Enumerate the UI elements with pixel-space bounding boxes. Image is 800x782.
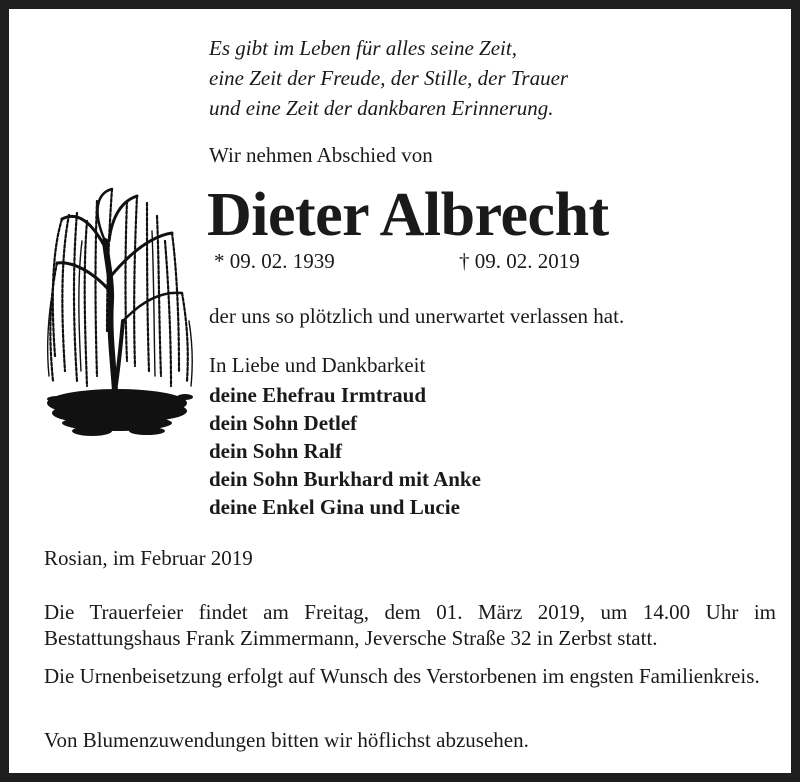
departure-text: der uns so plötzlich und unerwartet verlassen hat. <box>209 304 625 328</box>
death-date: † 09. 02. 2019 <box>459 249 580 273</box>
deceased-name: Dieter Albrecht <box>207 181 609 249</box>
mourner: deine Ehefrau Irmtraud <box>209 383 426 407</box>
mourner: deine Enkel Gina und Lucie <box>209 495 460 519</box>
urn-burial-info: Die Urnenbeisetzung erfolgt auf Wunsch des Verstorbenen im engsten Familienkreis. <box>44 664 760 688</box>
flowers-request: Von Blumenzuwendungen bitten wir höflichst abzusehen. <box>44 728 529 752</box>
verse-line: eine Zeit der Freude, der Stille, der Trauer <box>209 66 569 90</box>
birth-date: * 09. 02. 1939 <box>214 249 335 273</box>
verse-line: und eine Zeit der dankbaren Erinnerung. <box>209 96 554 120</box>
mourners-list <box>209 381 481 521</box>
farewell-intro: Wir nehmen Abschied von <box>209 143 433 167</box>
funeral-info: Die Trauerfeier findet am Freitag, dem 01. März 2019, um 14.00 Uhr im Bestattungshaus Frank Zimmermann, Jeversche Straße 32 in Zerbst statt. <box>44 600 776 650</box>
verse-line: Es gibt im Leben für alles seine Zeit, <box>209 36 517 60</box>
mourner: dein Sohn Ralf <box>209 439 343 463</box>
place-date: Rosian, im Februar 2019 <box>44 546 253 570</box>
weeping-willow-icon <box>37 181 197 447</box>
love-line: In Liebe und Dankbarkeit <box>209 353 426 377</box>
mourner: dein Sohn Burkhard mit Anke <box>209 467 481 491</box>
memorial-verse <box>209 33 568 123</box>
mourner: dein Sohn Detlef <box>209 411 358 435</box>
